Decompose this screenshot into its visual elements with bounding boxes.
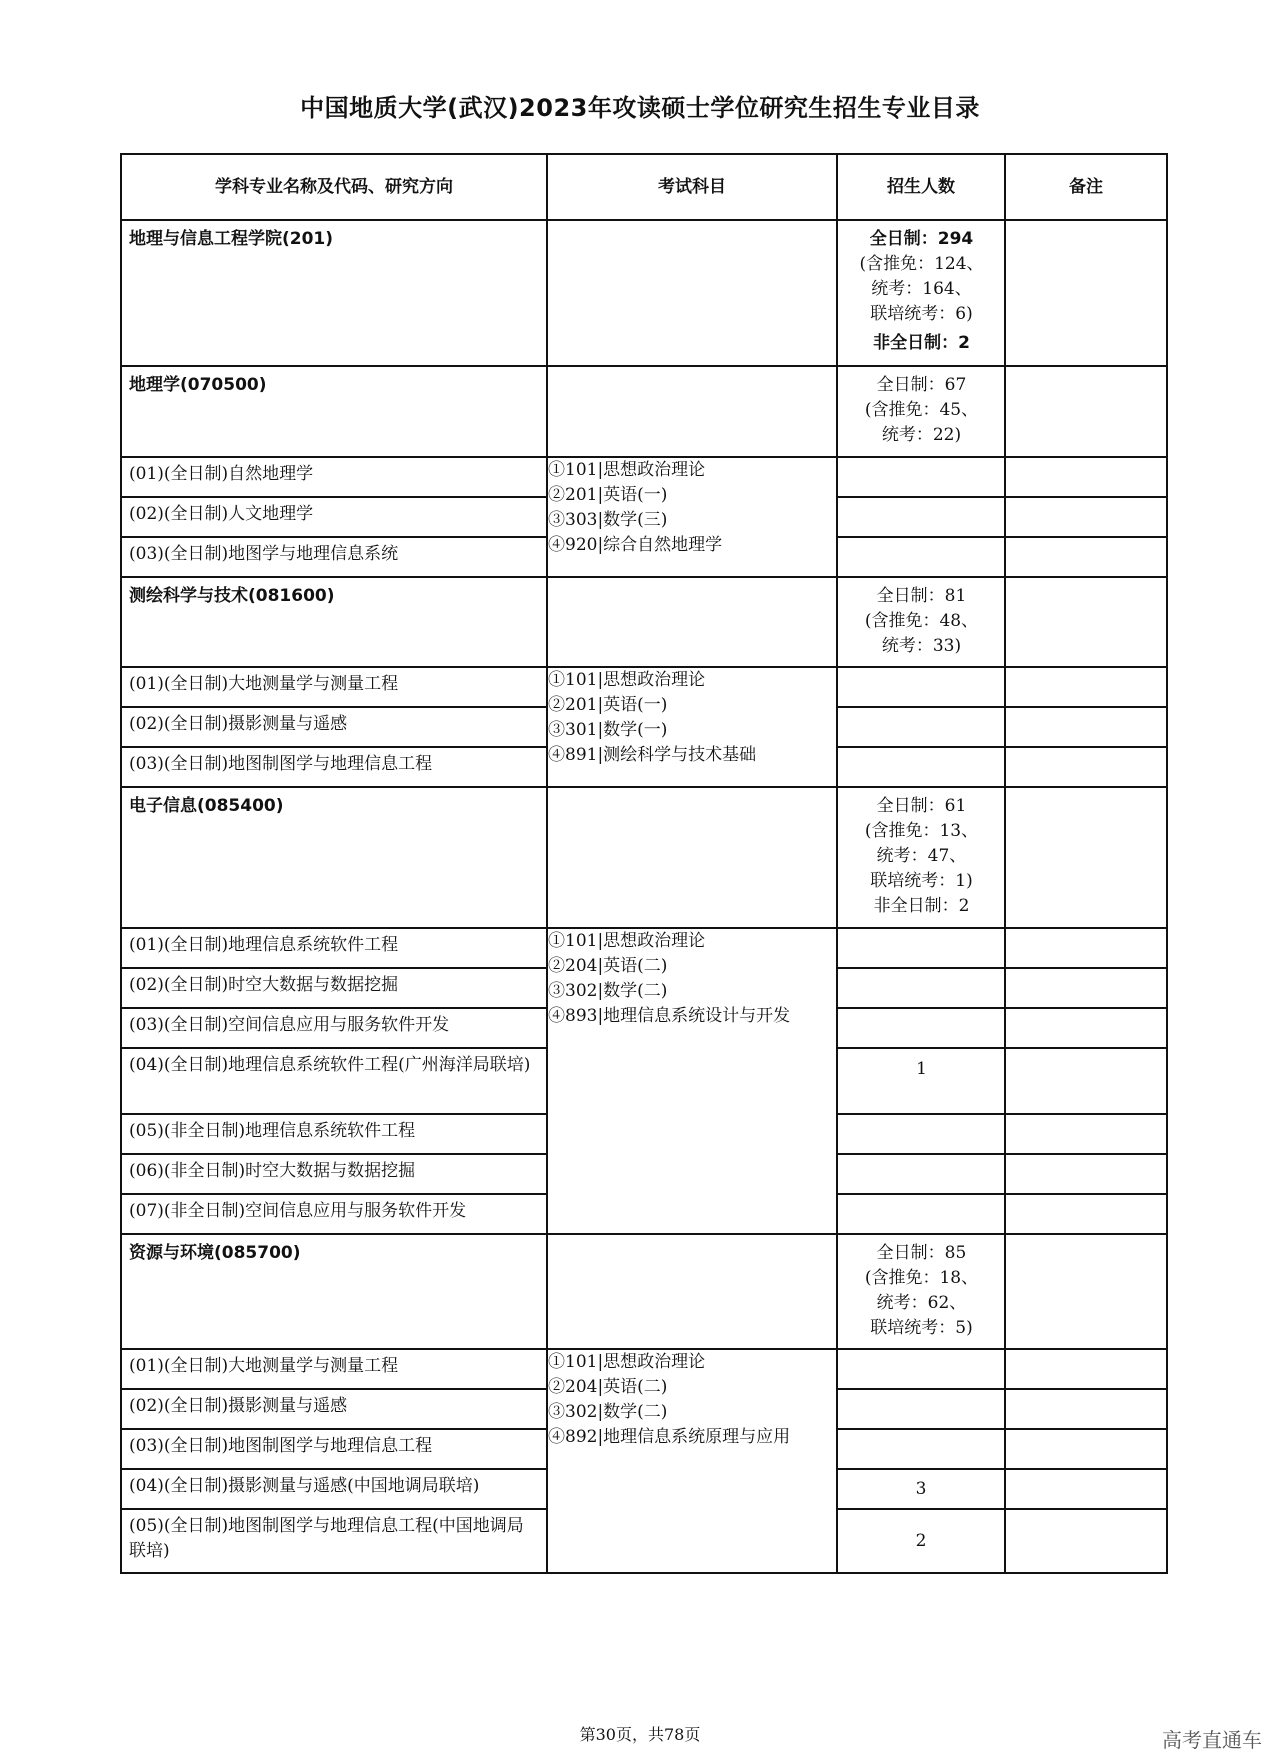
direction-row: (02)(全日制)时空大数据与数据挖掘: [121, 968, 1167, 1008]
exam-subjects: ①101|思想政治理论 ②201|英语(一) ③301|数学(一) ④891|测绘科学与技术基础: [547, 667, 837, 787]
direction-quota: 2: [837, 1509, 1005, 1573]
major-name: 地理学(070500): [129, 375, 267, 395]
major-name: 测绘科学与技术(081600): [129, 586, 335, 606]
direction-row: (04)(全日制)摄影测量与遥感(中国地调局联培) 3: [121, 1469, 1167, 1509]
direction-row: (02)(全日制)摄影测量与遥感: [121, 1389, 1167, 1429]
header-remarks: 备注: [1005, 154, 1167, 220]
direction-row: (01)(全日制)大地测量学与测量工程 ①101|思想政治理论 ②204|英语(二) ③302|数学(二) ④892|地理信息系统原理与应用: [121, 1349, 1167, 1389]
major-quota: 全日制：81 (含推免：48、 统考：33): [864, 586, 979, 656]
major-row-electronic-info: [121, 787, 1167, 928]
college-row: [121, 220, 1167, 366]
header-row: [121, 154, 1167, 220]
page-footer: 第30页，共78页: [579, 1725, 701, 1744]
page-title: 中国地质大学(武汉)2023年攻读硕士学位研究生招生专业目录: [300, 94, 980, 122]
major-row-surveying: [121, 577, 1167, 667]
direction-quota: 3: [837, 1469, 1005, 1509]
direction-row: (05)(全日制)地图制图学与地理信息工程(中国地调局联培) 2: [121, 1509, 1167, 1573]
watermark: 高考直通车: [1162, 1728, 1262, 1752]
major-row-resources-environment: [121, 1234, 1167, 1349]
direction-row: (03)(全日制)地图学与地理信息系统: [121, 537, 1167, 577]
major-quota: 全日制：67 (含推免：45、 统考：22): [864, 375, 979, 445]
exam-subjects: ①101|思想政治理论 ②204|英语(二) ③302|数学(二) ④892|地理信息系统原理与应用: [547, 1349, 837, 1573]
college-quota: 全日制：294 (含推免：124、 统考：164、 联培统考：6) 非全日制：2: [859, 229, 984, 353]
exam-subjects: ①101|思想政治理论 ②204|英语(二) ③302|数学(二) ④893|地理信息系统设计与开发: [547, 928, 837, 1234]
direction-row: (03)(全日制)空间信息应用与服务软件开发: [121, 1008, 1167, 1048]
catalog-table: [120, 153, 1168, 1574]
direction-row: (01)(全日制)地理信息系统软件工程 ①101|思想政治理论 ②204|英语(二) ③302|数学(二) ④893|地理信息系统设计与开发: [121, 928, 1167, 968]
direction-row: (04)(全日制)地理信息系统软件工程(广州海洋局联培) 1: [121, 1048, 1167, 1114]
direction-row: (02)(全日制)人文地理学: [121, 497, 1167, 537]
direction-row: (02)(全日制)摄影测量与遥感: [121, 707, 1167, 747]
header-subjects: 考试科目: [547, 154, 837, 220]
major-name: 资源与环境(085700): [129, 1243, 301, 1263]
major-quota: 全日制：85 (含推免：18、 统考：62、 联培统考：5): [864, 1243, 979, 1338]
header-quota: 招生人数: [837, 154, 1005, 220]
direction-row: (06)(非全日制)时空大数据与数据挖掘: [121, 1154, 1167, 1194]
direction-row: (03)(全日制)地图制图学与地理信息工程: [121, 747, 1167, 787]
direction-row: (05)(非全日制)地理信息系统软件工程: [121, 1114, 1167, 1154]
college-name: 地理与信息工程学院(201): [129, 229, 334, 249]
direction-row: (03)(全日制)地图制图学与地理信息工程: [121, 1429, 1167, 1469]
direction-row: (01)(全日制)自然地理学 ①101|思想政治理论 ②201|英语(一) ③303|数学(三) ④920|综合自然地理学: [121, 457, 1167, 497]
direction-row: (07)(非全日制)空间信息应用与服务软件开发: [121, 1194, 1167, 1234]
direction-row: (01)(全日制)大地测量学与测量工程 ①101|思想政治理论 ②201|英语(一) ③301|数学(一) ④891|测绘科学与技术基础: [121, 667, 1167, 707]
major-quota: 全日制：61 (含推免：13、 统考：47、 联培统考：1) 非全日制：2: [864, 796, 979, 916]
direction-quota: 1: [916, 1059, 927, 1079]
exam-subjects: ①101|思想政治理论 ②201|英语(一) ③303|数学(三) ④920|综合自然地理学: [547, 457, 837, 577]
header-major: 学科专业名称及代码、研究方向: [121, 154, 547, 220]
major-name: 电子信息(085400): [129, 796, 284, 816]
major-row-geography: [121, 366, 1167, 457]
